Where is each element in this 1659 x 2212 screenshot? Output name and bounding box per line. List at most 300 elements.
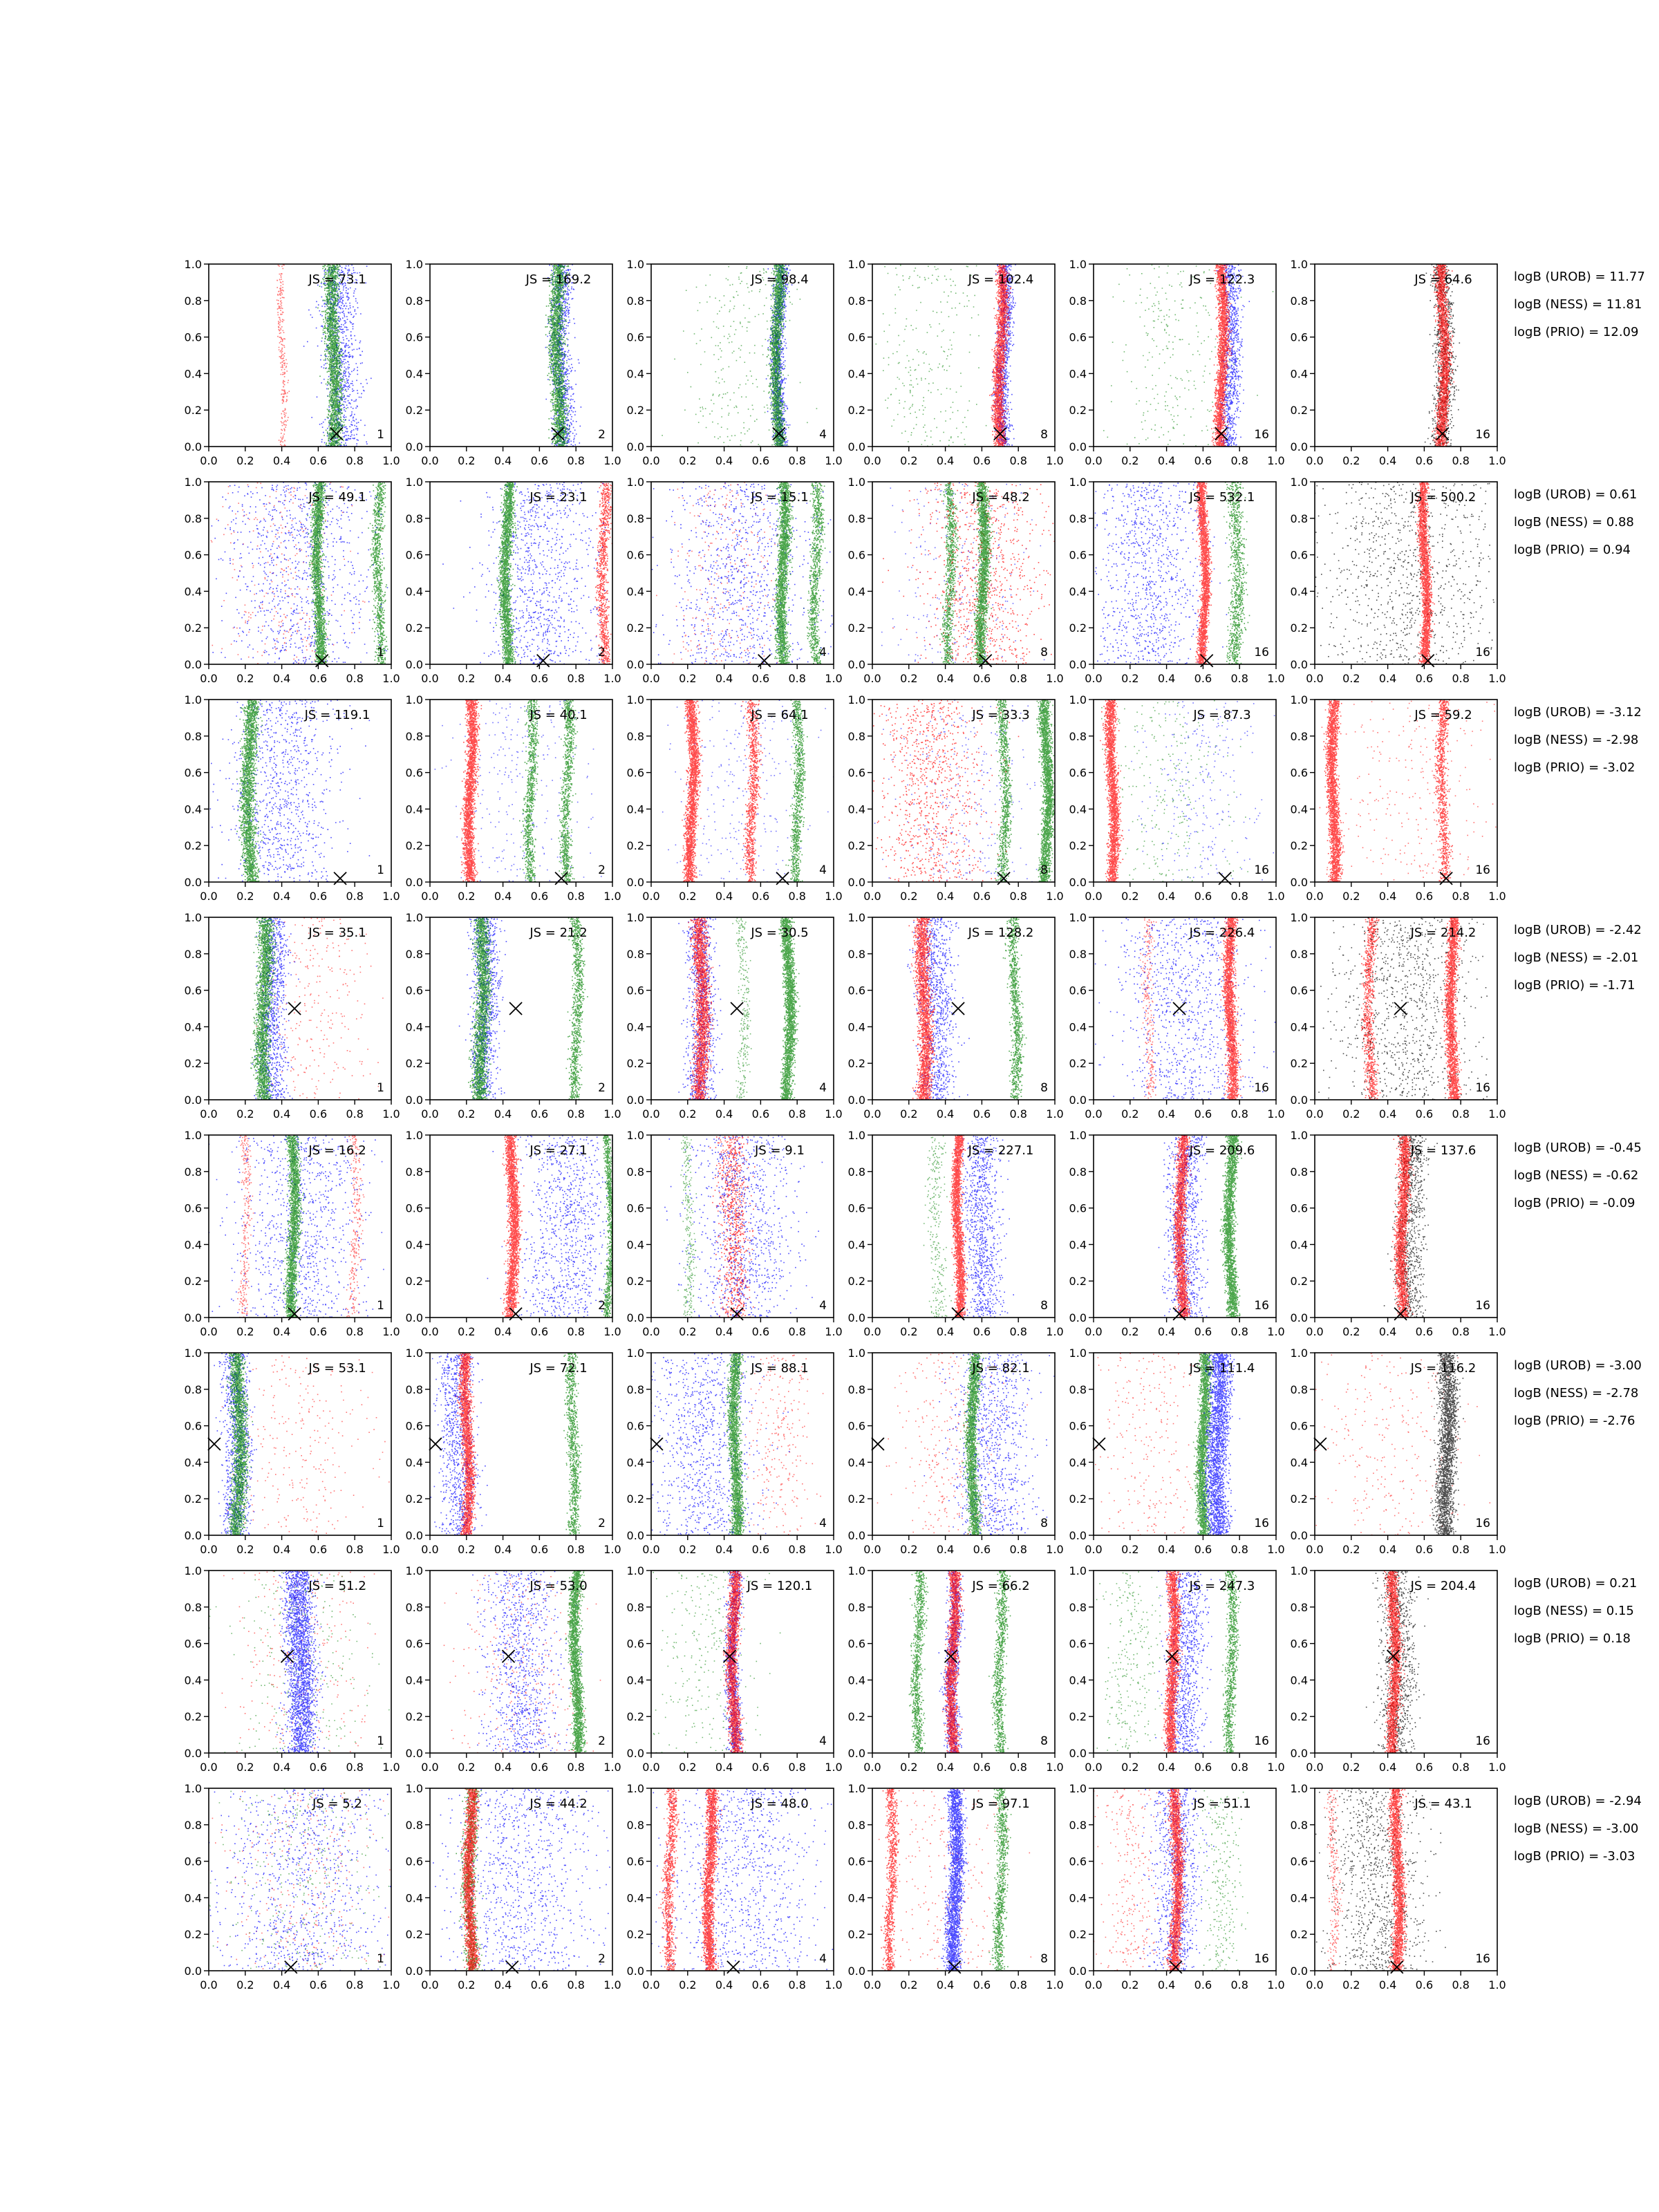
x-tick-label: 0.0: [1085, 1325, 1103, 1338]
x-tick-label: 1.0: [1046, 1325, 1064, 1338]
y-tick-label: 0.4: [626, 1020, 644, 1034]
y-tick-label: 0.0: [847, 1747, 865, 1760]
x-tick-label: 0.8: [346, 1543, 364, 1556]
js-annotation: JS = 119.1: [304, 708, 371, 722]
y-tick-label: 0.4: [847, 367, 865, 381]
x-tick-label: 0.4: [1157, 672, 1176, 685]
y-tick-label: 0.2: [626, 1492, 644, 1506]
y-tick-label: 1.0: [184, 476, 202, 489]
corner-number: 4: [819, 1517, 827, 1530]
x-tick-label: 0.2: [900, 890, 918, 903]
x-tick-label: 0.0: [642, 1978, 660, 1991]
y-tick-label: 0.0: [405, 658, 423, 671]
x-tick-label: 0.6: [751, 1761, 770, 1774]
y-tick-label: 0.8: [847, 947, 865, 961]
corner-number: 16: [1475, 646, 1490, 659]
x-tick-label: 0.2: [1121, 1325, 1139, 1338]
x-tick-label: 1.0: [1267, 890, 1285, 903]
y-tick-label: 0.8: [184, 1818, 202, 1832]
y-tick-label: 0.4: [1290, 803, 1308, 816]
x-tick-label: 1.0: [603, 890, 621, 903]
corner-number: 2: [598, 646, 606, 659]
x-tick-label: 0.0: [421, 454, 439, 467]
js-annotation: JS = 53.1: [308, 1361, 366, 1376]
y-tick-label: 0.4: [405, 1674, 423, 1687]
y-tick-label: 0.2: [626, 404, 644, 418]
logb-annotation: logB (PRIO) = 0.18: [1514, 1631, 1631, 1646]
x-tick-label: 0.4: [1157, 1978, 1176, 1991]
y-tick-label: 0.2: [847, 1275, 865, 1288]
y-tick-label: 0.8: [1290, 1818, 1308, 1832]
y-tick-label: 0.4: [1290, 1238, 1308, 1252]
js-annotation: JS = 53.0: [529, 1579, 588, 1593]
y-tick-label: 0.2: [184, 1928, 202, 1942]
y-tick-label: 0.4: [184, 367, 202, 381]
x-tick-label: 0.6: [309, 454, 328, 467]
x-tick-label: 0.0: [200, 454, 218, 467]
x-tick-label: 0.4: [1157, 1325, 1176, 1338]
y-tick-label: 0.2: [184, 1710, 202, 1724]
x-tick-label: 0.2: [679, 1325, 697, 1338]
x-tick-label: 0.8: [1452, 1107, 1470, 1121]
js-annotation: JS = 5.2: [312, 1797, 362, 1811]
corner-number: 1: [377, 1081, 384, 1095]
x-tick-label: 0.8: [1452, 672, 1470, 685]
y-tick-label: 0.0: [1069, 658, 1087, 671]
x-tick-label: 1.0: [603, 672, 621, 685]
y-tick-label: 0.6: [847, 330, 865, 344]
x-tick-label: 0.8: [346, 890, 364, 903]
x-tick-label: 0.6: [1194, 1107, 1212, 1121]
corner-number: 1: [377, 1517, 384, 1530]
x-tick-label: 0.2: [679, 1978, 697, 1991]
y-tick-label: 0.2: [405, 1928, 423, 1942]
x-tick-label: 0.4: [1378, 454, 1397, 467]
y-tick-label: 0.6: [626, 766, 644, 780]
logb-annotation: logB (UROB) = -3.00: [1514, 1358, 1642, 1373]
y-tick-label: 0.0: [1290, 440, 1308, 453]
js-annotation: JS = 226.4: [1189, 926, 1255, 940]
y-tick-label: 0.2: [626, 1057, 644, 1071]
y-tick-label: 0.0: [184, 440, 202, 453]
x-tick-label: 0.2: [236, 890, 254, 903]
x-tick-label: 0.2: [1121, 1978, 1139, 1991]
y-tick-label: 0.8: [1069, 1818, 1087, 1832]
y-tick-label: 0.4: [626, 1674, 644, 1687]
x-tick-label: 0.8: [788, 454, 806, 467]
x-tick-label: 0.2: [1342, 454, 1360, 467]
js-annotation: JS = 532.1: [1189, 490, 1255, 505]
y-tick-label: 1.0: [626, 1782, 644, 1795]
y-tick-label: 0.8: [1290, 1382, 1308, 1396]
x-tick-label: 0.6: [1194, 454, 1212, 467]
x-tick-label: 0.4: [272, 1761, 291, 1774]
x-tick-label: 0.0: [421, 1978, 439, 1991]
y-tick-label: 0.4: [405, 1238, 423, 1252]
x-tick-label: 0.8: [1009, 672, 1027, 685]
corner-number: 1: [377, 428, 384, 442]
x-tick-label: 0.8: [346, 1761, 364, 1774]
y-tick-label: 0.2: [1290, 1057, 1308, 1071]
x-tick-label: 1.0: [1267, 1978, 1285, 1991]
y-tick-label: 0.8: [405, 1382, 423, 1396]
js-annotation: JS = 116.2: [1410, 1361, 1477, 1376]
logb-annotation: logB (UROB) = -2.42: [1514, 923, 1642, 937]
x-tick-label: 1.0: [825, 1761, 843, 1774]
corner-number: 4: [819, 863, 827, 877]
y-tick-label: 0.2: [1290, 839, 1308, 853]
x-tick-label: 0.8: [1452, 890, 1470, 903]
y-tick-label: 0.2: [405, 404, 423, 418]
y-tick-label: 0.6: [1069, 1637, 1087, 1651]
x-tick-label: 0.0: [1306, 890, 1324, 903]
corner-number: 1: [377, 646, 384, 659]
y-tick-label: 0.6: [1069, 1201, 1087, 1215]
x-tick-label: 0.4: [1157, 454, 1176, 467]
corner-number: 16: [1254, 863, 1269, 877]
logb-annotation: logB (PRIO) = -2.76: [1514, 1414, 1635, 1428]
logb-annotation: logB (PRIO) = 12.09: [1514, 325, 1639, 339]
y-tick-label: 0.6: [1290, 766, 1308, 780]
y-tick-label: 0.8: [626, 1165, 644, 1179]
x-tick-label: 0.8: [1230, 1325, 1248, 1338]
x-tick-label: 0.4: [1378, 1543, 1397, 1556]
y-tick-label: 0.2: [184, 1275, 202, 1288]
y-tick-label: 0.4: [626, 1456, 644, 1470]
y-tick-label: 0.6: [184, 548, 202, 562]
corner-number: 4: [819, 1299, 827, 1313]
x-tick-label: 0.6: [751, 890, 770, 903]
y-tick-label: 0.8: [405, 1600, 423, 1614]
x-tick-label: 0.4: [1157, 890, 1176, 903]
y-tick-label: 0.6: [626, 1855, 644, 1868]
y-tick-label: 0.0: [184, 1965, 202, 1978]
y-tick-label: 1.0: [1069, 258, 1087, 271]
y-tick-label: 0.4: [405, 803, 423, 816]
x-tick-label: 0.0: [642, 1761, 660, 1774]
y-tick-label: 0.4: [626, 803, 644, 816]
x-tick-label: 0.2: [900, 454, 918, 467]
corner-number: 2: [598, 1952, 606, 1966]
x-tick-label: 0.6: [309, 1107, 328, 1121]
x-tick-label: 0.0: [642, 1107, 660, 1121]
y-tick-label: 0.2: [405, 1710, 423, 1724]
y-tick-label: 0.6: [405, 766, 423, 780]
x-tick-label: 1.0: [825, 1543, 843, 1556]
x-tick-label: 1.0: [603, 454, 621, 467]
x-tick-label: 0.2: [900, 672, 918, 685]
x-tick-label: 0.4: [272, 1107, 291, 1121]
y-tick-label: 0.0: [184, 658, 202, 671]
y-tick-label: 1.0: [847, 693, 865, 706]
y-tick-label: 0.0: [1069, 876, 1087, 889]
corner-number: 16: [1475, 1081, 1490, 1095]
x-tick-label: 0.8: [1230, 1543, 1248, 1556]
logb-annotation: logB (UROB) = 0.61: [1514, 487, 1638, 502]
js-annotation: JS = 87.3: [1193, 708, 1251, 722]
x-tick-label: 0.0: [642, 672, 660, 685]
x-tick-label: 0.6: [751, 454, 770, 467]
y-tick-label: 0.8: [1069, 947, 1087, 961]
x-tick-label: 0.4: [494, 1107, 512, 1121]
y-tick-label: 0.8: [1069, 294, 1087, 308]
x-tick-label: 0.2: [1342, 1325, 1360, 1338]
x-tick-label: 0.4: [494, 1325, 512, 1338]
y-tick-label: 1.0: [405, 911, 423, 924]
y-tick-label: 0.8: [1069, 1382, 1087, 1396]
y-tick-label: 0.6: [405, 548, 423, 562]
x-tick-label: 0.6: [530, 454, 549, 467]
y-tick-label: 0.2: [1069, 1275, 1087, 1288]
y-tick-label: 0.0: [184, 876, 202, 889]
y-tick-label: 0.4: [626, 1238, 644, 1252]
x-tick-label: 0.4: [936, 1543, 955, 1556]
y-tick-label: 0.2: [1069, 1710, 1087, 1724]
x-tick-label: 0.4: [936, 890, 955, 903]
x-tick-label: 0.4: [715, 1543, 733, 1556]
x-tick-label: 0.6: [309, 1325, 328, 1338]
y-tick-label: 0.0: [847, 1529, 865, 1542]
y-tick-label: 1.0: [1069, 1782, 1087, 1795]
js-annotation: JS = 227.1: [968, 1143, 1034, 1158]
x-tick-label: 0.0: [1085, 1761, 1103, 1774]
js-annotation: JS = 72.1: [529, 1361, 588, 1376]
y-tick-label: 0.6: [1069, 984, 1087, 997]
x-tick-label: 0.0: [1306, 1761, 1324, 1774]
y-tick-label: 0.4: [184, 1020, 202, 1034]
x-tick-label: 0.2: [458, 454, 476, 467]
x-tick-label: 0.6: [530, 890, 549, 903]
y-tick-label: 0.8: [847, 294, 865, 308]
x-tick-label: 0.2: [679, 1761, 697, 1774]
logb-annotation: logB (NESS) = -2.98: [1514, 733, 1639, 747]
y-tick-label: 0.8: [1290, 1600, 1308, 1614]
y-tick-label: 0.4: [1290, 1674, 1308, 1687]
y-tick-label: 0.4: [184, 1891, 202, 1905]
x-tick-label: 0.0: [863, 1107, 881, 1121]
y-tick-label: 0.2: [184, 1492, 202, 1506]
x-tick-label: 0.8: [1009, 1325, 1027, 1338]
x-tick-label: 0.0: [1085, 454, 1103, 467]
corner-number: 2: [598, 1734, 606, 1748]
x-tick-label: 1.0: [1488, 1761, 1506, 1774]
corner-number: 4: [819, 1734, 827, 1748]
js-annotation: JS = 64.1: [751, 708, 809, 722]
y-tick-label: 0.4: [184, 1456, 202, 1470]
x-tick-label: 0.0: [421, 1107, 439, 1121]
x-tick-label: 0.0: [421, 890, 439, 903]
y-tick-label: 0.2: [626, 1928, 644, 1942]
x-tick-label: 1.0: [1046, 890, 1064, 903]
y-tick-label: 0.4: [626, 585, 644, 599]
y-tick-label: 0.8: [1290, 729, 1308, 743]
corner-number: 8: [1040, 1299, 1048, 1313]
y-tick-label: 0.0: [626, 658, 644, 671]
x-tick-label: 1.0: [1046, 1543, 1064, 1556]
x-tick-label: 0.2: [1342, 672, 1360, 685]
x-tick-label: 1.0: [1267, 1761, 1285, 1774]
y-tick-label: 0.0: [847, 440, 865, 453]
x-tick-label: 1.0: [382, 1978, 400, 1991]
y-tick-label: 0.8: [847, 1818, 865, 1832]
x-tick-label: 0.2: [679, 890, 697, 903]
y-tick-label: 1.0: [405, 1347, 423, 1360]
y-tick-label: 0.2: [847, 1710, 865, 1724]
x-tick-label: 0.0: [1085, 1107, 1103, 1121]
y-tick-label: 1.0: [184, 1347, 202, 1360]
y-tick-label: 0.2: [847, 1057, 865, 1071]
y-tick-label: 0.4: [847, 1020, 865, 1034]
y-tick-label: 0.4: [847, 1674, 865, 1687]
corner-number: 16: [1475, 428, 1490, 442]
y-tick-label: 0.8: [1290, 294, 1308, 308]
y-tick-label: 0.8: [626, 512, 644, 525]
x-tick-label: 0.0: [642, 1325, 660, 1338]
x-tick-label: 0.0: [421, 672, 439, 685]
y-tick-label: 0.8: [405, 1818, 423, 1832]
y-tick-label: 0.4: [847, 803, 865, 816]
x-tick-label: 1.0: [825, 1325, 843, 1338]
y-tick-label: 1.0: [405, 1564, 423, 1577]
x-tick-label: 0.8: [1452, 1543, 1470, 1556]
y-tick-label: 0.6: [847, 984, 865, 997]
y-tick-label: 0.6: [626, 1419, 644, 1433]
y-tick-label: 0.4: [847, 1891, 865, 1905]
x-tick-label: 0.4: [494, 1761, 512, 1774]
x-tick-label: 0.4: [936, 454, 955, 467]
y-tick-label: 0.4: [1069, 1238, 1087, 1252]
y-tick-label: 0.0: [1290, 1094, 1308, 1107]
js-annotation: JS = 35.1: [308, 926, 366, 940]
x-tick-label: 0.8: [788, 1761, 806, 1774]
corner-number: 16: [1254, 1299, 1269, 1313]
x-tick-label: 0.8: [1230, 1978, 1248, 1991]
y-tick-label: 0.8: [626, 1818, 644, 1832]
x-tick-label: 0.4: [272, 672, 291, 685]
y-tick-label: 0.6: [1290, 330, 1308, 344]
y-tick-label: 0.2: [626, 621, 644, 635]
x-tick-label: 1.0: [382, 1325, 400, 1338]
y-tick-label: 0.8: [847, 1165, 865, 1179]
x-tick-label: 0.2: [458, 1325, 476, 1338]
y-tick-label: 1.0: [847, 1129, 865, 1142]
x-tick-label: 0.4: [494, 454, 512, 467]
x-tick-label: 0.6: [1415, 890, 1434, 903]
js-annotation: JS = 88.1: [751, 1361, 809, 1376]
x-tick-label: 0.8: [788, 1107, 806, 1121]
logb-annotation: logB (PRIO) = -0.09: [1514, 1196, 1635, 1210]
x-tick-label: 1.0: [382, 1761, 400, 1774]
x-tick-label: 0.0: [642, 454, 660, 467]
y-tick-label: 0.0: [1290, 1965, 1308, 1978]
js-annotation: JS = 204.4: [1410, 1579, 1477, 1593]
y-tick-label: 1.0: [184, 1782, 202, 1795]
corner-number: 1: [377, 1299, 384, 1313]
js-annotation: JS = 137.6: [1410, 1143, 1477, 1158]
x-tick-label: 0.4: [272, 1325, 291, 1338]
js-annotation: JS = 9.1: [755, 1143, 805, 1158]
y-tick-label: 0.8: [405, 294, 423, 308]
x-tick-label: 0.0: [863, 1325, 881, 1338]
js-annotation: JS = 111.4: [1189, 1361, 1255, 1376]
x-tick-label: 0.8: [346, 672, 364, 685]
x-tick-label: 0.6: [530, 1543, 549, 1556]
js-annotation: JS = 169.2: [525, 272, 592, 287]
x-tick-label: 0.2: [236, 1978, 254, 1991]
logb-annotation: logB (NESS) = -2.78: [1514, 1386, 1639, 1400]
y-tick-label: 0.4: [184, 1674, 202, 1687]
y-tick-label: 0.6: [1290, 548, 1308, 562]
y-tick-label: 0.6: [405, 984, 423, 997]
y-tick-label: 0.0: [847, 1965, 865, 1978]
y-tick-label: 0.4: [405, 1020, 423, 1034]
x-tick-label: 0.2: [458, 1543, 476, 1556]
y-tick-label: 0.4: [1290, 585, 1308, 599]
x-tick-label: 0.6: [1194, 1543, 1212, 1556]
js-annotation: JS = 500.2: [1410, 490, 1477, 505]
x-tick-label: 0.2: [236, 1325, 254, 1338]
x-tick-label: 0.6: [1415, 1761, 1434, 1774]
x-tick-label: 0.4: [272, 1543, 291, 1556]
x-tick-label: 0.6: [1194, 1978, 1212, 1991]
x-tick-label: 0.4: [1157, 1107, 1176, 1121]
x-tick-label: 0.4: [1378, 1761, 1397, 1774]
y-tick-label: 0.0: [626, 876, 644, 889]
y-tick-label: 1.0: [184, 1564, 202, 1577]
x-tick-label: 0.2: [679, 672, 697, 685]
js-annotation: JS = 64.6: [1414, 272, 1472, 287]
x-tick-label: 0.4: [715, 672, 733, 685]
y-tick-label: 0.4: [847, 585, 865, 599]
y-tick-label: 0.6: [626, 330, 644, 344]
x-tick-label: 1.0: [1488, 672, 1506, 685]
y-tick-label: 0.8: [1069, 729, 1087, 743]
corner-number: 4: [819, 1081, 827, 1095]
y-tick-label: 0.8: [626, 947, 644, 961]
x-tick-label: 0.8: [346, 454, 364, 467]
y-tick-label: 0.6: [405, 1201, 423, 1215]
y-tick-label: 1.0: [184, 258, 202, 271]
x-tick-label: 0.0: [863, 1761, 881, 1774]
y-tick-label: 0.8: [847, 512, 865, 525]
x-tick-label: 0.8: [788, 890, 806, 903]
y-tick-label: 0.0: [405, 1311, 423, 1324]
js-annotation: JS = 66.2: [972, 1579, 1030, 1593]
y-tick-label: 0.8: [626, 1382, 644, 1396]
y-tick-label: 0.8: [1069, 512, 1087, 525]
x-tick-label: 0.6: [973, 890, 991, 903]
y-tick-label: 0.8: [184, 1600, 202, 1614]
corner-number: 4: [819, 1952, 827, 1966]
y-tick-label: 0.8: [1290, 1165, 1308, 1179]
logb-annotation: logB (PRIO) = -3.02: [1514, 760, 1635, 775]
x-tick-label: 0.2: [1342, 1107, 1360, 1121]
x-tick-label: 1.0: [1267, 1107, 1285, 1121]
corner-number: 16: [1475, 1517, 1490, 1530]
y-tick-label: 0.2: [847, 404, 865, 418]
y-tick-label: 1.0: [1290, 1129, 1308, 1142]
y-tick-label: 0.6: [847, 1855, 865, 1868]
y-tick-label: 0.0: [184, 1311, 202, 1324]
x-tick-label: 0.8: [567, 890, 585, 903]
logb-annotation: logB (UROB) = -3.12: [1514, 705, 1642, 720]
corner-number: 16: [1475, 863, 1490, 877]
y-tick-label: 0.4: [1290, 367, 1308, 381]
x-tick-label: 0.0: [200, 672, 218, 685]
x-tick-label: 1.0: [603, 1325, 621, 1338]
y-tick-label: 0.0: [184, 1529, 202, 1542]
y-tick-label: 0.4: [847, 1238, 865, 1252]
